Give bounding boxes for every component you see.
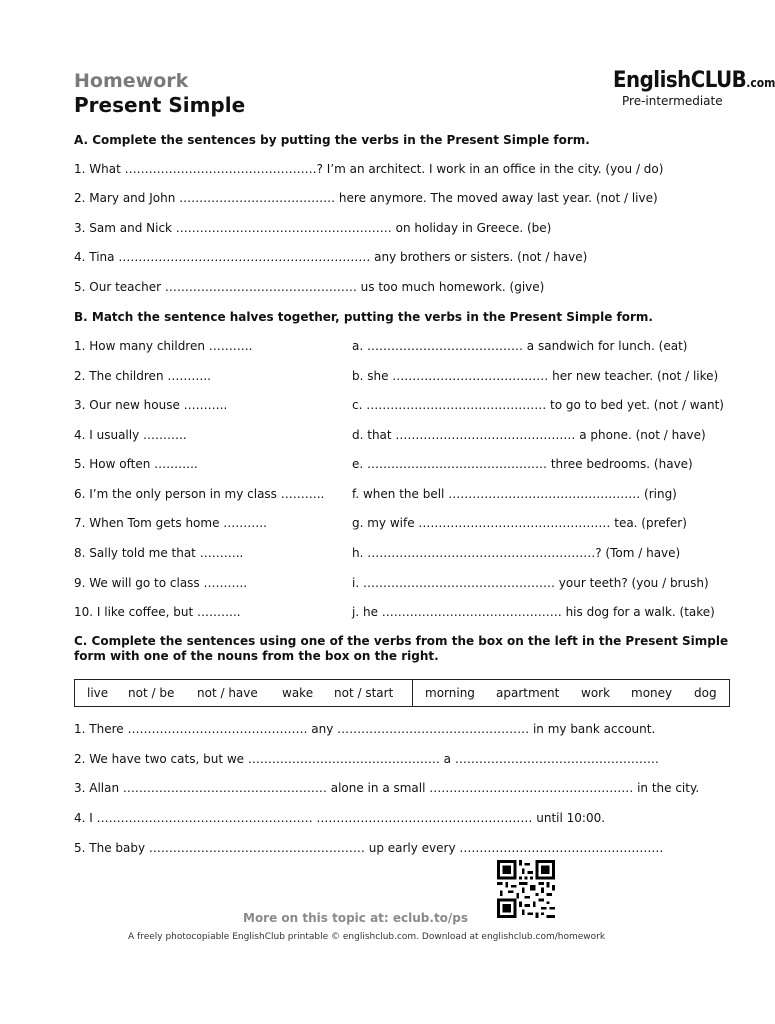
section-b-left-item: 2. The children ………..	[74, 369, 211, 383]
section-b-right-item: c. ……………………………………… to go to bed yet. (not / want)	[352, 398, 724, 412]
noun-word: money	[631, 686, 673, 700]
noun-word: work	[581, 686, 611, 700]
section-a-item: 2. Mary and John ………………………………… here anymore. The moved away last year. (not / live)	[74, 191, 658, 205]
verb-word: not / be	[128, 686, 175, 700]
noun-word: dog	[694, 686, 717, 700]
section-b-left-item: 8. Sally told me that ………..	[74, 546, 244, 560]
section-a-heading: A. Complete the sentences by putting the verbs in the Present Simple form.	[74, 133, 590, 147]
section-b-right-item: j. he ……………………………………… his dog for a walk. (take)	[352, 605, 715, 619]
section-b-right-item: g. my wife ………………………………………… tea. (prefer)	[352, 516, 687, 530]
noun-word: apartment	[496, 686, 560, 700]
logo-suffix: .com	[746, 76, 775, 90]
section-b-left-item: 9. We will go to class ………..	[74, 576, 248, 590]
section-c-item: 2. We have two cats, but we ………………………………………… a ……………………………………………	[74, 752, 659, 766]
section-b-right-item: b. she ………………………………… her new teacher. (not / like)	[352, 369, 719, 383]
englishclub-logo	[613, 68, 775, 93]
section-b-left-item: 1. How many children ………..	[74, 339, 253, 353]
level-label: Pre-intermediate	[622, 94, 723, 108]
word-box	[74, 679, 730, 707]
section-b-left-item: 3. Our new house ………..	[74, 398, 228, 412]
section-b-right-item: a. ………………………………… a sandwich for lunch. (eat)	[352, 339, 688, 353]
worksheet-title: Present Simple	[74, 93, 246, 117]
section-b-right-item: f. when the bell ………………………………………… (ring)	[352, 487, 677, 501]
section-b-right-item: e. ……………………………………… three bedrooms. (have)	[352, 457, 693, 471]
section-a-item: 3. Sam and Nick ……………………………………………… on holiday in Greece. (be)	[74, 221, 552, 235]
section-c-item: 3. Allan …………………………………………… alone in a small …………………………………………… in the city.	[74, 781, 700, 795]
section-a-item: 4. Tina ……………………………………………………… any brothers or sisters. (not / have)	[74, 250, 588, 264]
section-c-item: 5. The baby ……………………………………………… up early every ……………………………………………	[74, 841, 664, 855]
section-b-left-item: 4. I usually ………..	[74, 428, 187, 442]
section-a-item: 5. Our teacher ………………………………………… us too much homework. (give)	[74, 280, 545, 294]
section-b-right-item: i. ………………………………………… your teeth? (you / brush)	[352, 576, 709, 590]
verb-word: not / have	[197, 686, 258, 700]
worksheet-category: Homework	[74, 70, 189, 92]
verb-word: not / start	[334, 686, 394, 700]
noun-word: morning	[425, 686, 475, 700]
qr-code-icon	[494, 860, 558, 918]
section-c-item: 4. I ……………………………………………… ……………………………………………… until 10:00.	[74, 811, 606, 825]
verb-word: wake	[282, 686, 314, 700]
section-b-left-item: 7. When Tom gets home ………..	[74, 516, 267, 530]
section-b-left-item: 10. I like coffee, but ………..	[74, 605, 241, 619]
section-b-right-item: h. …………………………………………………? (Tom / have)	[352, 546, 681, 560]
section-b-heading: B. Match the sentence halves together, putting the verbs in the Present Simple form.	[74, 310, 653, 324]
section-b-right-item: d. that ……………………………………… a phone. (not / have)	[352, 428, 706, 442]
footer-credit: A freely photocopiable EnglishClub printable © englishclub.com. Download at englishclub.com/homework	[128, 932, 606, 942]
section-b-left-item: 6. I’m the only person in my class ………..	[74, 487, 325, 501]
logo-main: EnglishCLUB	[613, 68, 747, 93]
more-info-link[interactable]: More on this topic at: eclub.to/ps	[243, 911, 469, 925]
verb-word: live	[87, 686, 109, 700]
section-c-item: 1. There ……………………………………… any ………………………………………… in my bank account.	[74, 722, 656, 736]
section-b-left-item: 5. How often ………..	[74, 457, 198, 471]
section-c-heading: C. Complete the sentences using one of the verbs from the box on the left in the Present Simple form with one of the nouns from the box on the right.	[74, 634, 729, 663]
section-a-item: 1. What …………………………………………? I’m an architect. I work in an office in the city. (you / do)	[74, 162, 664, 176]
word-box-divider	[412, 680, 413, 706]
